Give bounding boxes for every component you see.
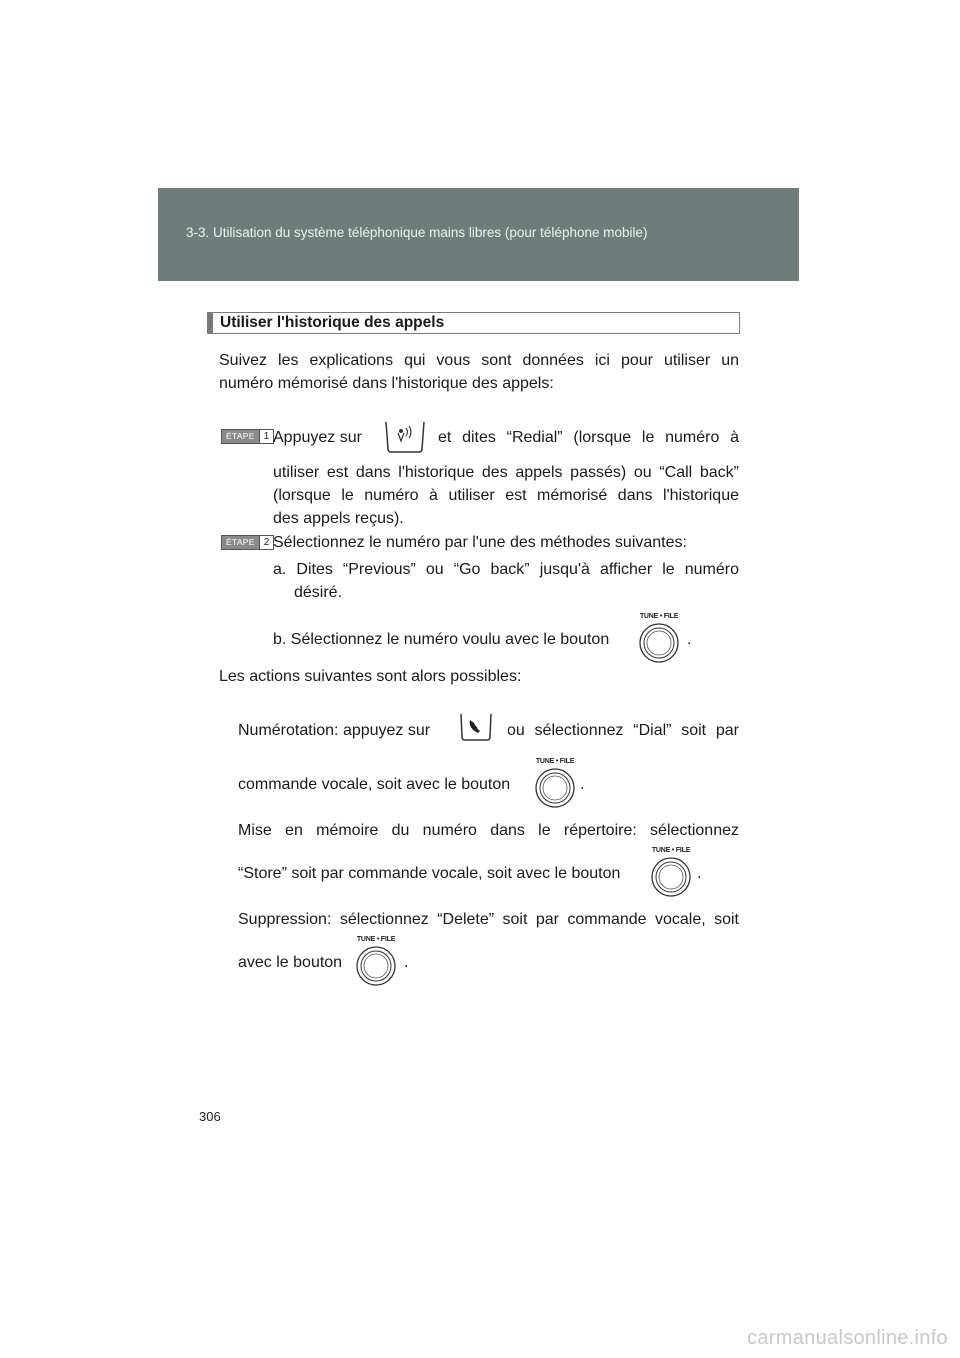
page-number: 306	[199, 1109, 221, 1124]
voice-talk-icon	[383, 419, 427, 455]
step-2-option-a-line-1: a. Dites “Previous” ou “Go back” jusqu'à afficher le numéro	[273, 561, 739, 578]
step-badge-number: 2	[259, 536, 274, 549]
dial-pre: Numérotation: appuyez sur	[238, 722, 431, 739]
delete-line-2: avec le bouton	[238, 954, 343, 971]
dial-end: .	[580, 776, 585, 793]
step-1-line-3: des appels reçus).	[273, 510, 404, 527]
knob-label: TUNE • FILE	[535, 758, 575, 765]
step-badge-label: ÉTAPE	[222, 430, 259, 443]
store-end: .	[697, 865, 702, 882]
actions-intro: Les actions suivantes sont alors possibles:	[219, 668, 522, 685]
chapter-header	[158, 188, 799, 281]
step-2-badge	[221, 535, 274, 550]
step-badge-number: 1	[259, 430, 274, 443]
step-1-line-2: (lorsque le numéro à utiliser est mémorisé dans l'historique	[273, 487, 739, 504]
tune-file-knob-icon	[530, 758, 580, 810]
section-heading	[207, 312, 740, 334]
intro-line-1: Suivez les explications qui vous sont données ici pour utiliser un	[219, 352, 739, 369]
delete-line-1: Suppression: sélectionnez “Delete” soit par commande vocale, soit	[238, 911, 739, 928]
step-2-option-b: b. Sélectionnez le numéro voulu avec le bouton	[273, 631, 610, 648]
intro-line-2: numéro mémorisé dans l'historique des appels:	[219, 375, 554, 392]
delete-end: .	[404, 954, 409, 971]
watermark: carmanualsonline.info	[747, 1327, 948, 1349]
phone-off-hook-icon	[458, 711, 494, 743]
step-1-pre: Appuyez sur	[273, 429, 362, 446]
store-line-2: “Store” soit par commande vocale, soit avec le bouton	[238, 865, 621, 882]
step-1-badge	[221, 429, 274, 444]
dial-line-2: commande vocale, soit avec le bouton	[238, 776, 511, 793]
tune-file-knob-icon	[351, 936, 401, 988]
step-2-option-b-end: .	[687, 631, 692, 648]
chapter-title: 3-3. Utilisation du système téléphonique mains libres (pour téléphone mobile)	[186, 225, 648, 240]
section-heading-bar	[208, 313, 213, 333]
knob-label: TUNE • FILE	[356, 936, 396, 943]
knob-label: TUNE • FILE	[639, 613, 679, 620]
step-1-post: et dites “Redial” (lorsque le numéro à	[438, 429, 739, 446]
step-2-text: Sélectionnez le numéro par l'une des méthodes suivantes:	[273, 534, 687, 551]
step-2-option-a-line-2: désiré.	[294, 584, 343, 601]
section-title: Utiliser l'historique des appels	[220, 314, 445, 331]
knob-label: TUNE • FILE	[651, 847, 691, 854]
step-badge-label: ÉTAPE	[222, 536, 259, 549]
step-1-line-1: utiliser est dans l'historique des appels passés) ou “Call back”	[273, 464, 739, 481]
dial-post: ou sélectionnez “Dial” soit par	[507, 722, 739, 739]
tune-file-knob-icon	[646, 847, 696, 899]
store-line-1: Mise en mémoire du numéro dans le répertoire: sélectionnez	[238, 822, 739, 839]
tune-file-knob-icon	[634, 613, 684, 665]
